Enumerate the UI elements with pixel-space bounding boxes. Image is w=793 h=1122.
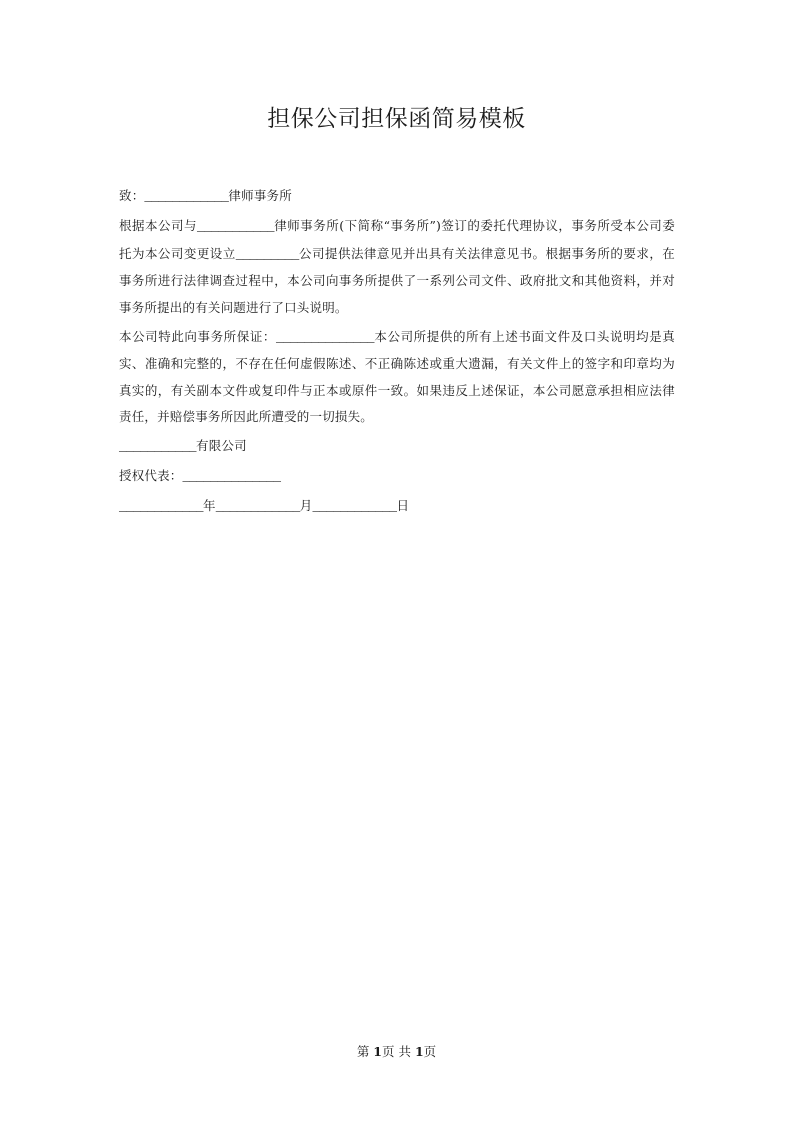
total-pages: 1 [414, 1044, 424, 1059]
company-blank: ___________ [119, 440, 197, 454]
company-name-blank: _________ [235, 247, 299, 262]
firm-blank: ___________ [196, 220, 274, 234]
document-body [119, 183, 675, 521]
page-number-footer: 第 1页 共 1页 [356, 1044, 437, 1059]
addressee-blank: ____________ [144, 190, 229, 204]
document-title: 担保公司担保函简易模板 [267, 106, 526, 132]
company-signature-line: ___________有限公司 [119, 438, 247, 454]
representative-blank: ______________ [182, 470, 281, 484]
year-blank: ____________ [119, 500, 204, 514]
day-blank: ____________ [312, 500, 397, 514]
month-blank: ____________ [215, 500, 300, 514]
date-line: ____________年____________月____________日 [119, 498, 410, 514]
representative-line: 授权代表：______________ [119, 468, 281, 484]
paragraph-1: 根据本公司与___________律师事务所(下简称“事务所”)签订的委托代理协议，事务所受本公司委托为本公司变更设立_________公司提供法律意见并出具有关法律意见书。根据事务所的要求，在事务所进行法律调查过程中，本公司向事务所提供了一系列公司文件、政府批文和其他资料，并对事务所提出的有关问题进行了口头说明。 [119, 218, 676, 315]
current-page: 1 [373, 1044, 382, 1059]
paragraph-2: 本公司特此向事务所保证：______________本公司所提供的所有上述书面文件及口头说明均是真实、准确和完整的，不存在任何虚假陈述、不正确陈述或重大遗漏，有关文件上的签字和印章均为真实的，有关副本文件或复印件与正本或原件一致。如果违反上述保证，本公司愿意承担相应法律责任，并赔偿事务所因此所遭受的一切损失。 [119, 328, 675, 424]
addressee-line: 致：____________律师事务所 [119, 188, 292, 204]
guarantee-blank: ______________ [276, 330, 375, 345]
